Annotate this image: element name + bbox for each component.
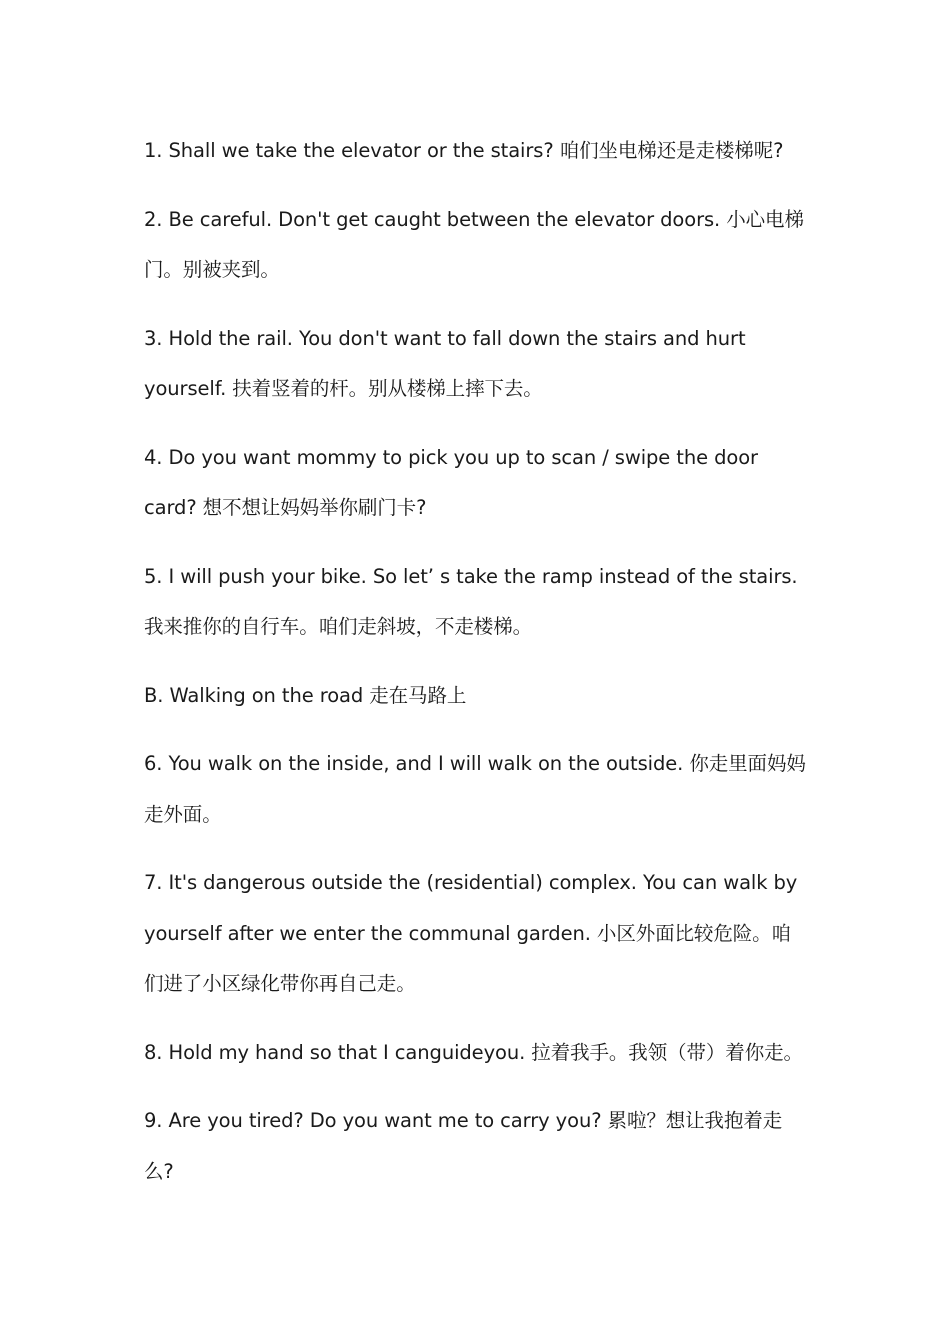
paragraph-9: 9. Are you tired? Do you want me to carry you? 累啦？想让我抱着走么? [144, 1109, 783, 1183]
document-body [144, 126, 809, 1215]
paragraph-5: 5. I will push your bike. So let’ s take the ramp instead of the stairs. 我来推你的自行车。咱们走斜坡，不走楼梯。 [144, 564, 798, 638]
paragraph-4: 4. Do you want mommy to pick you up to scan / swipe the door card? 想不想让妈妈举你刷门卡? [144, 445, 758, 519]
paragraph-7: 7. It's dangerous outside the (residential) complex. You can walk by yourself after we enter the communal garden. 小区外面比较危险。咱们进了小区绿化带你再自己走。 [144, 871, 798, 995]
paragraph-1: 1. Shall we take the elevator or the stairs? 咱们坐电梯还是走楼梯呢? [144, 139, 784, 162]
section-heading-walking-on-road: B. Walking on the road 走在马路上 [144, 683, 467, 707]
paragraph-8: 8. Hold my hand so that I canguideyou. 拉着我手。我领（带）着你走。 [144, 1040, 803, 1064]
paragraph-3: 3. Hold the rail. You don't want to fall down the stairs and hurt yourself. 扶着竖着的杆。别从楼梯上摔下去。 [144, 326, 746, 400]
paragraph-2: 2. Be careful. Don't get caught between the elevator doors. 小心电梯门。别被夹到。 [144, 207, 804, 281]
paragraph-6: 6. You walk on the inside, and I will walk on the outside. 你走里面妈妈走外面。 [144, 752, 806, 826]
